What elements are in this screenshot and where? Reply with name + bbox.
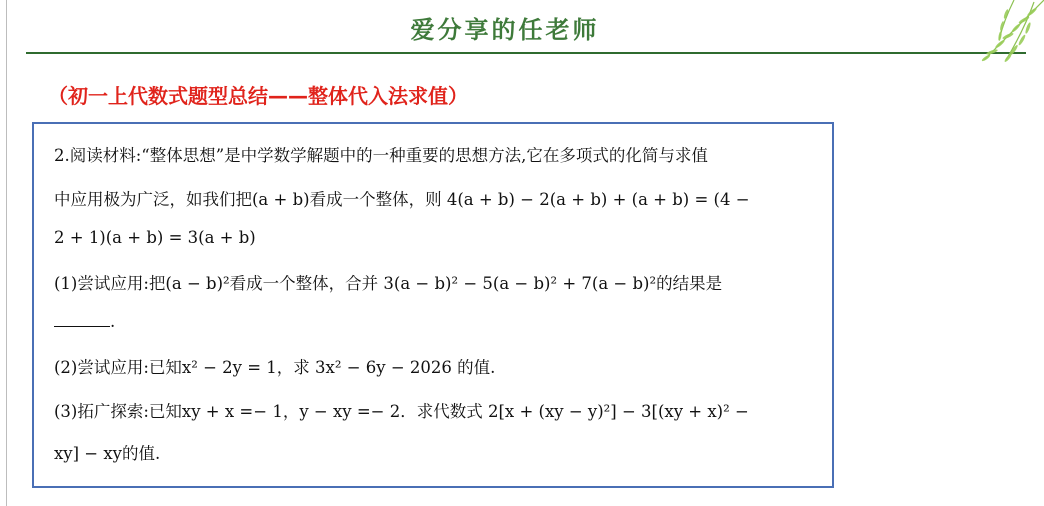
problem-intro-line-2: 中应用极为广泛，如我们把(a + b)看成一个整体，则 4(a + b) − 2(a + b) + (a + b) = (4 − xyxy=(54,190,750,209)
problem-intro-line-3: 2 + 1)(a + b) = 3(a + b) xyxy=(54,228,256,247)
part2-question: (2)尝试应用:已知x² − 2y = 1，求 3x² − 6y − 2026 的值. xyxy=(54,358,496,377)
page-left-rule xyxy=(6,0,7,506)
problem-box xyxy=(32,122,834,488)
part3-question-line-1: (3)拓广探索:已知xy + x =− 1，y − xy =− 2．求代数式 2[x + (xy − y)²] − 3[(xy + x)² − xyxy=(54,402,749,421)
header-divider xyxy=(26,52,1026,54)
part3-question-line-2: xy] − xy的值. xyxy=(54,444,161,463)
part1-answer-line xyxy=(54,312,115,331)
part1-question: (1)尝试应用:把(a − b)²看成一个整体，合并 3(a − b)² − 5(a − b)² + 7(a − b)²的结果是 xyxy=(54,274,723,293)
problem-intro-line-1: 2.阅读材料:“整体思想”是中学数学解题中的一种重要的思想方法,它在多项式的化简与求值 xyxy=(54,146,708,165)
answer-blank xyxy=(54,312,110,327)
willow-branch-icon xyxy=(944,0,1044,85)
part1-period: . xyxy=(110,312,116,331)
header-title: 爱分享的任老师 xyxy=(410,15,600,44)
topic-title: （初一上代数式题型总结——整体代入法求值） xyxy=(48,84,468,108)
